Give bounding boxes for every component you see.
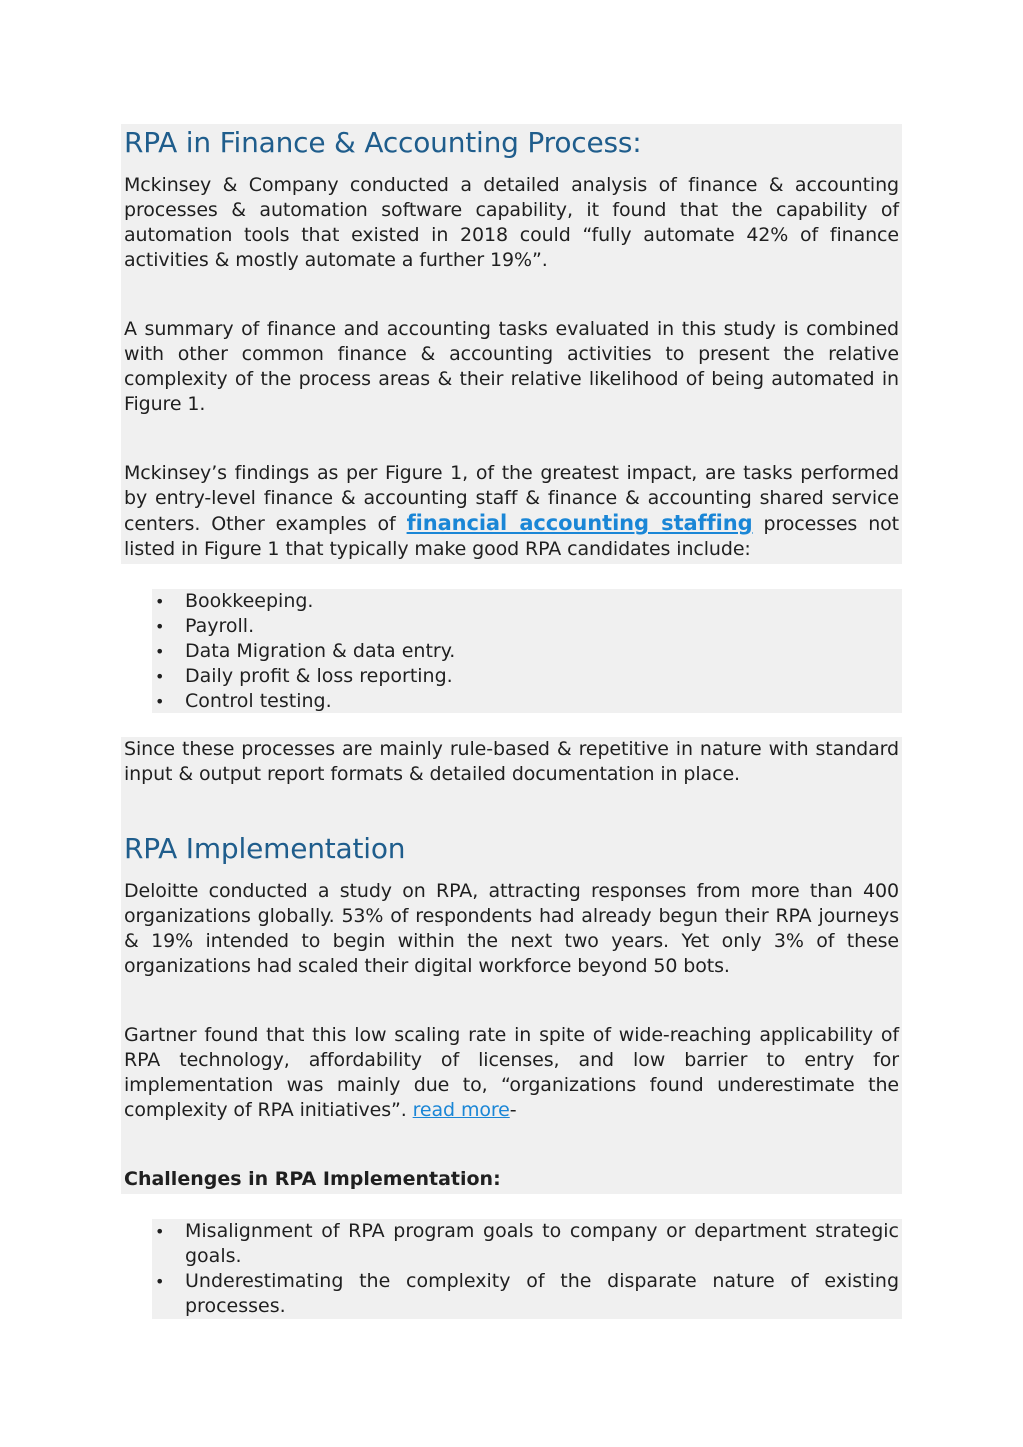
bullet-icon: • [155, 617, 165, 636]
paragraph-mckinsey-analysis: Mckinsey & Company conducted a detailed analysis of finance & accounting processes & automation software capability, it found that the capability of automation tools that existed in 2018 could “fully automate 42% of finance activities & mostly automate a further 19%”. [124, 174, 899, 271]
list-item-text: Control testing. [185, 690, 332, 712]
paragraph-gartner-dash: - [509, 1099, 517, 1121]
section-heading-implementation: RPA Implementation [124, 832, 406, 865]
paragraph-gartner-finding [124, 1023, 899, 1123]
finance-section-block [121, 124, 902, 564]
list-item [152, 639, 902, 664]
paragraph-deloitte-study: Deloitte conducted a study on RPA, attracting responses from more than 400 organizations globally. 53% of respondents had already begun their RPA journeys & 19% intended to begin within the next two years. Yet only 3% of these organizations had scaled their digital workforce beyond 50 bots. [124, 880, 899, 977]
bullet-icon: • [155, 692, 165, 711]
section-heading-finance: RPA in Finance & Accounting Process: [124, 126, 642, 159]
list-item [152, 614, 902, 639]
candidates-list-block [152, 589, 902, 713]
rpa-candidates-list [152, 589, 902, 714]
bullet-icon: • [155, 1222, 165, 1241]
paragraph-summary: A summary of finance and accounting tasks evaluated in this study is combined with other common finance & accounting activities to present the relative complexity of the process areas & their relative likelihood of being automated in Figure 1. [124, 318, 899, 415]
challenges-list [152, 1219, 902, 1319]
bullet-icon: • [155, 1272, 165, 1291]
list-item-text: Data Migration & data entry. [185, 640, 456, 662]
subheading-challenges: Challenges in RPA Implementation: [124, 1168, 501, 1190]
list-item [152, 1219, 902, 1269]
list-item-text: Payroll. [185, 615, 255, 637]
paragraph-findings [124, 461, 899, 562]
paragraph-findings-text-end: processes not listed in Figure 1 that typically make good RPA candidates include: [124, 513, 900, 560]
list-item [152, 689, 902, 714]
paragraph-findings-text-start: Mckinsey’s findings as per Figure 1, of the greatest impact, are tasks performed by entry-level finance & accounting staff & finance & accounting shared service centers. Other examples of [124, 462, 899, 535]
paragraph-rule-based: Since these processes are mainly rule-based & repetitive in nature with standard input & output report formats & detailed documentation in place. [124, 738, 899, 785]
bullet-icon: • [155, 667, 165, 686]
bullet-icon: • [155, 592, 165, 611]
list-item [152, 664, 902, 689]
list-item-text: Misalignment of RPA program goals to company or department strategic goals. [185, 1220, 899, 1267]
list-item [152, 1269, 902, 1319]
implementation-section-block [121, 737, 902, 1194]
financial-accounting-staffing-link[interactable]: financial accounting staffing [406, 511, 753, 535]
challenges-list-block [152, 1219, 902, 1319]
list-item [152, 589, 902, 614]
paragraph-gartner-text: Gartner found that this low scaling rate in spite of wide-reaching applicability of RPA technology, affordability of licenses, and low barrier to entry for implementation was mainly due to, “organizations found underestimate the complexity of RPA initiatives”. [124, 1024, 899, 1121]
list-item-text: Underestimating the complexity of the disparate nature of existing processes. [185, 1270, 899, 1317]
bullet-icon: • [155, 642, 165, 661]
list-item-text: Bookkeeping. [185, 590, 314, 612]
read-more-link[interactable]: read more [412, 1099, 510, 1121]
list-item-text: Daily profit & loss reporting. [185, 665, 453, 687]
